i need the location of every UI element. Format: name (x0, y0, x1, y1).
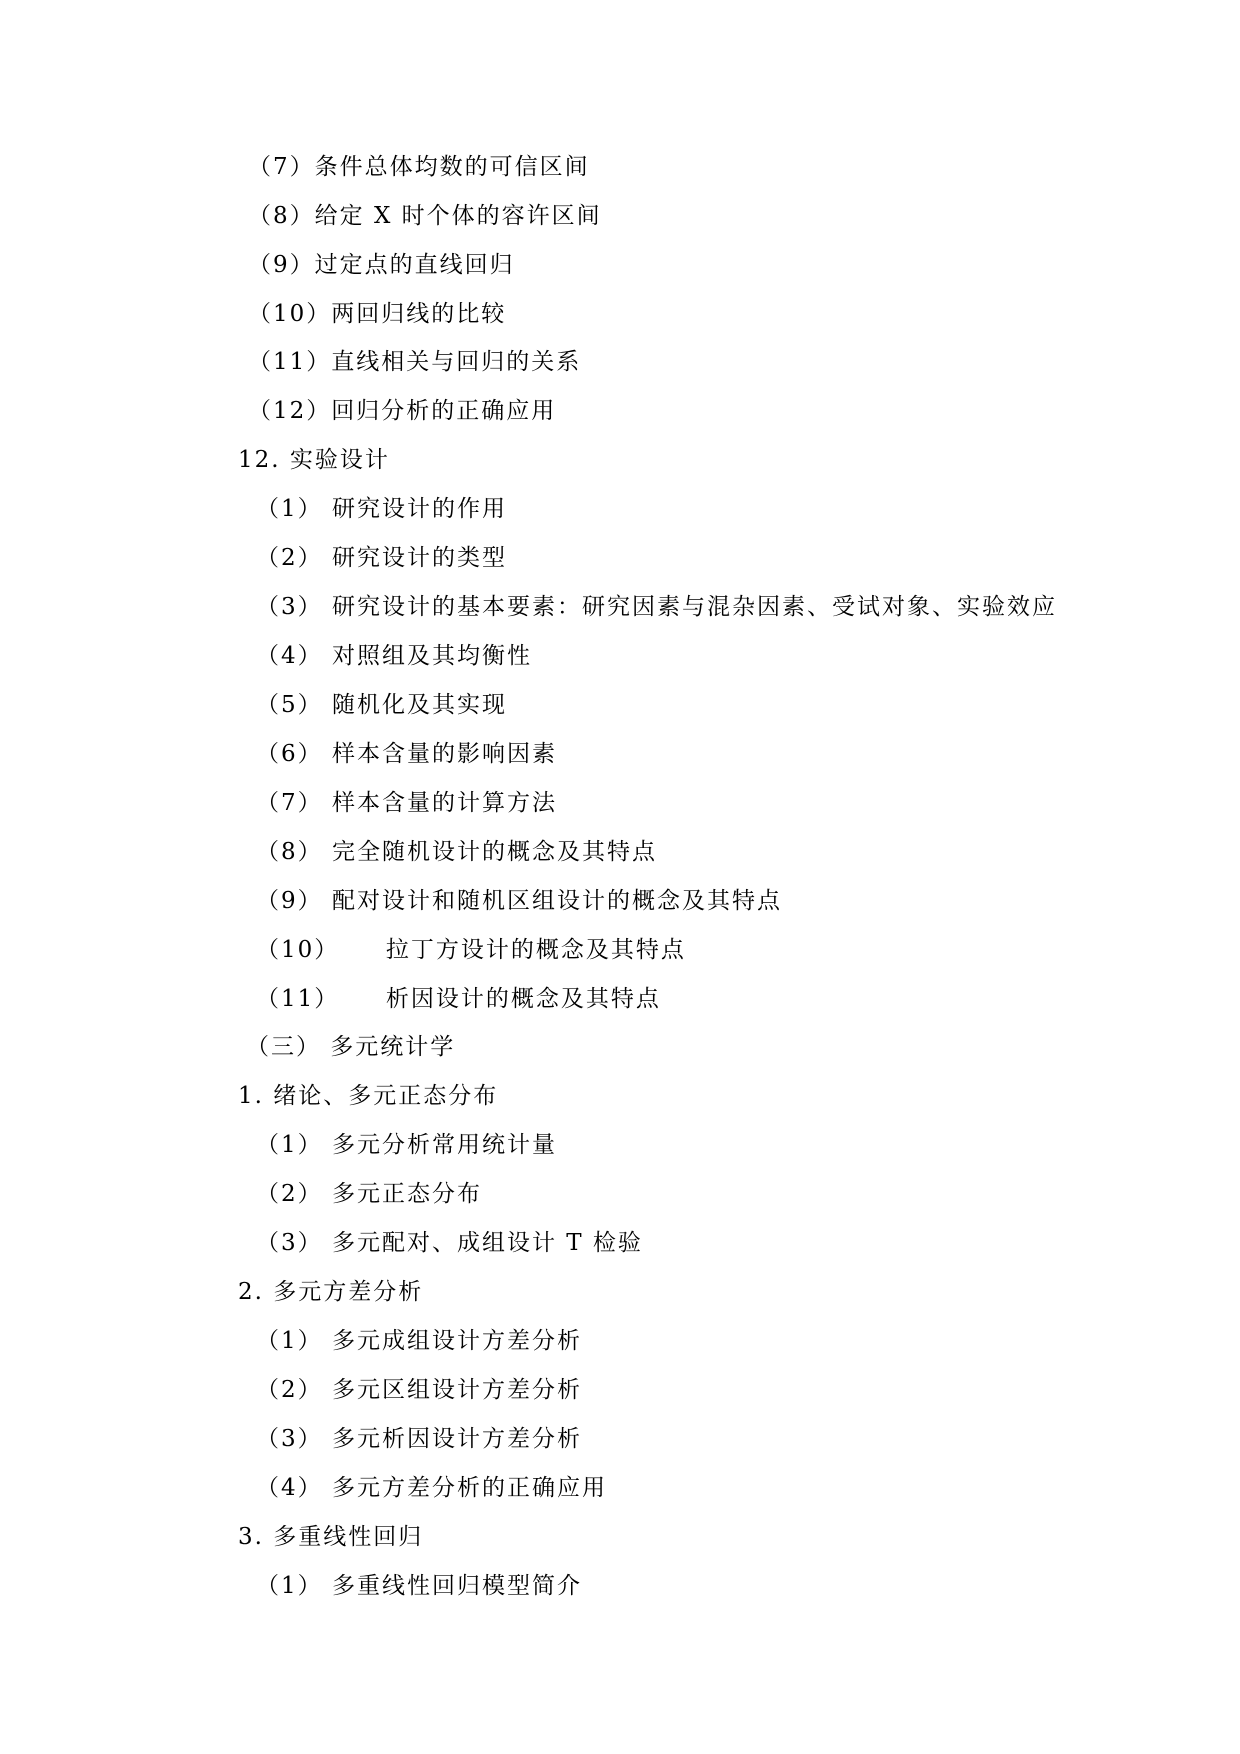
list-item: （4） 多元方差分析的正确应用 (256, 1475, 607, 1501)
list-item: （2） 研究设计的类型 (256, 545, 507, 571)
list-item: （1） 研究设计的作用 (256, 496, 507, 522)
list-item: （7） 样本含量的计算方法 (256, 790, 557, 816)
list-item: （1） 多元成组设计方差分析 (256, 1328, 582, 1354)
list-item: （10）两回归线的比较 (248, 301, 507, 327)
list-item: （9） 配对设计和随机区组设计的概念及其特点 (256, 888, 782, 914)
list-item: （6） 样本含量的影响因素 (256, 741, 557, 767)
list-item: （2） 多元区组设计方差分析 (256, 1377, 582, 1403)
section-heading: 1. 绪论、多元正态分布 (238, 1083, 499, 1109)
list-item: （9）过定点的直线回归 (248, 252, 515, 278)
list-item: （1） 多重线性回归模型简介 (256, 1573, 582, 1599)
list-item: （12）回归分析的正确应用 (248, 398, 557, 424)
list-item: （11）直线相关与回归的关系 (248, 349, 582, 375)
list-item: （11） 析因设计的概念及其特点 (256, 986, 661, 1012)
chapter-heading: （三） 多元统计学 (246, 1034, 456, 1060)
list-item: （8）给定 X 时个体的容许区间 (248, 203, 602, 229)
list-item: （4） 对照组及其均衡性 (256, 643, 532, 669)
list-item: （1） 多元分析常用统计量 (256, 1132, 557, 1158)
list-item: （3） 研究设计的基本要素：研究因素与混杂因素、受试对象、实验效应 (256, 594, 1057, 620)
list-item: （3） 多元析因设计方差分析 (256, 1426, 582, 1452)
list-item: （7）条件总体均数的可信区间 (248, 154, 590, 180)
section-heading: 3. 多重线性回归 (238, 1524, 424, 1550)
section-heading: 12. 实验设计 (238, 447, 390, 473)
list-item: （8） 完全随机设计的概念及其特点 (256, 839, 657, 865)
list-item: （3） 多元配对、成组设计 T 检验 (256, 1230, 643, 1256)
list-item: （5） 随机化及其实现 (256, 692, 507, 718)
list-item: （2） 多元正态分布 (256, 1181, 482, 1207)
list-item: （10） 拉丁方设计的概念及其特点 (256, 937, 686, 963)
section-heading: 2. 多元方差分析 (238, 1279, 424, 1305)
